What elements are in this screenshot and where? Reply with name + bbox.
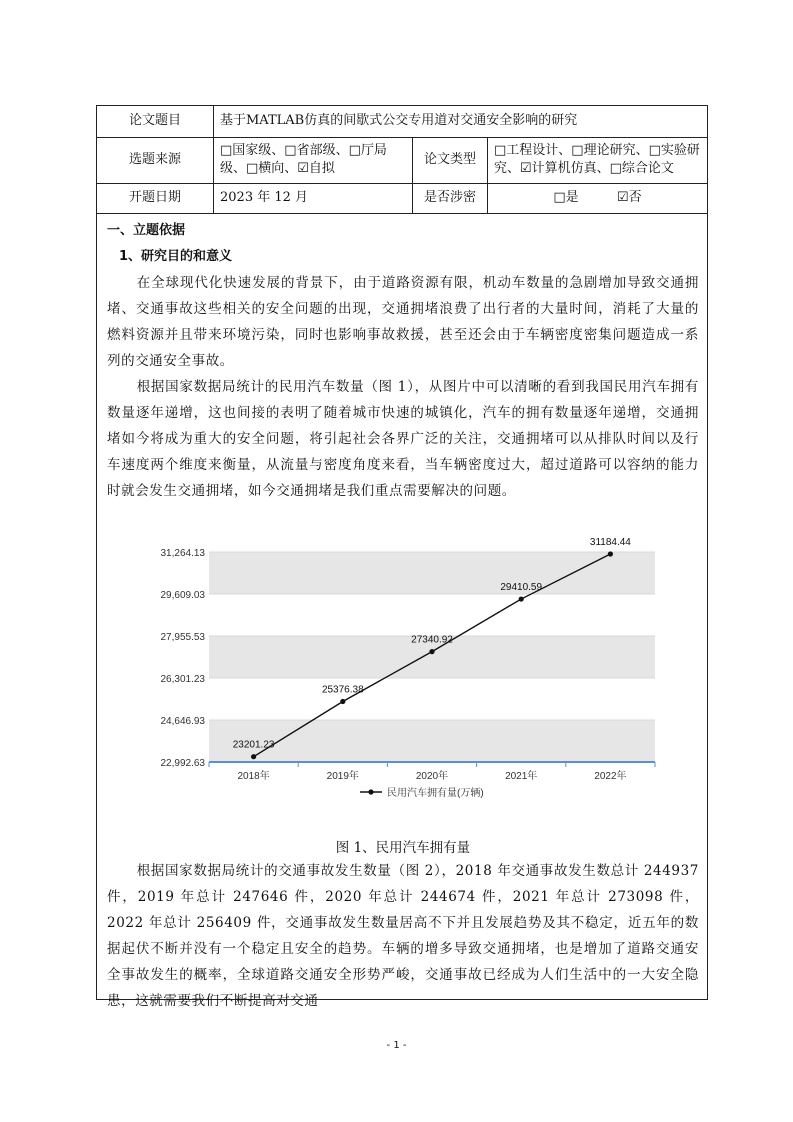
x-tick-label: 2019年	[326, 771, 359, 782]
paragraph-3: 根据国家数据局统计的交通事故发生数量（图 2），2018 年交通事故发生数总计 244937 件，2019 年总计 247646 件，2020 年总计 244674 件，2021 年总计 273098 件，2022 年总计 256409 件，交通事故发生数量居高不下并且发展趋势及其不稳定，近五年的数据起伏不断并没有一个稳定且安全的趋势。车辆的增多导致交通拥堵，也是增加了道路交通安全事故发生的概率，全球道路交通安全形势严峻，交通事故已经成为人们生活中的一大安全隐患，这就需要我们不断提高对交通	[107, 863, 699, 1009]
secret-label: 是否涉密	[413, 183, 488, 213]
plot-band	[209, 552, 655, 594]
title-value: 基于MATLAB仿真的间歇式公交专用道对交通安全影响的研究	[214, 106, 708, 137]
paragraph-1: 在全球现代化快速发展的背景下，由于道路资源有限，机动车数量的急剧增加导致交通拥堵、交通事故这些相关的安全问题的出现，交通拥堵浪费了出行者的大量时间，消耗了大量的燃料资源并且带来环境污染，同时也影响事故救援，甚至还会由于车辆密度密集问题造成一系列的交通安全事故。	[107, 275, 699, 369]
section-heading: 一、立题依据	[107, 223, 186, 238]
source-label: 选题来源	[97, 137, 214, 183]
title-label: 论文题目	[97, 106, 214, 137]
y-tick-label: 22,992.63	[160, 758, 205, 769]
vehicle-ownership-chart	[145, 524, 685, 824]
data-label: 29410.59	[500, 582, 543, 594]
data-point	[340, 699, 345, 704]
x-tick-label: 2020年	[415, 771, 449, 782]
y-tick-label: 29,609.03	[160, 590, 205, 602]
secret-no: ☑否	[616, 190, 642, 205]
page-number: - 1 -	[386, 1040, 407, 1051]
data-label: 23201.23	[232, 739, 275, 751]
x-tick-label: 2022年	[594, 771, 627, 782]
plot-band	[209, 594, 655, 636]
legend-marker	[368, 789, 373, 794]
info-table	[97, 106, 707, 214]
date-value: 2023 年 12 月	[214, 183, 413, 213]
date-label: 开题日期	[97, 183, 214, 213]
y-tick-label: 27,955.53	[160, 632, 205, 643]
data-point	[429, 649, 434, 654]
type-label: 论文类型	[413, 137, 488, 183]
secret-yes: □是	[553, 190, 579, 205]
legend-label: 民用汽车拥有量(万辆)	[387, 788, 484, 799]
y-tick-label: 31,264.13	[160, 548, 205, 559]
paragraph-2: 根据国家数据局统计的民用汽车数量（图 1），从图片中可以清晰的看到我国民用汽车拥有数量逐年递增，这也间接的表明了随着城市快速的城镇化，汽车的拥有数量逐年递增，交通拥堵如今将成为重大的安全问题，将引起社会各界广泛的关注，交通拥堵可以从排队时间以及行车速度两个维度来衡量，从流量与密度角度来看，当车辆密度过大，超过道路可以容纳的能力时就会发生交通拥堵，如今交通拥堵是我们重点需要解决的问题。	[107, 379, 699, 499]
data-label: 27340.92	[411, 634, 453, 646]
section-body	[107, 218, 699, 504]
x-tick-label: 2018年	[237, 771, 270, 782]
source-value: □国家级、□省部级、□厅局级、□横向、☑自拟	[214, 137, 413, 183]
data-point	[519, 596, 524, 601]
data-point	[608, 551, 613, 556]
data-label: 25376.38	[321, 684, 364, 696]
paragraph-3-block	[107, 858, 699, 1014]
type-value: □工程设计、□理论研究、□实验研究、☑计算机仿真、□综合论文	[488, 137, 708, 183]
plot-band	[209, 678, 655, 720]
subsection-heading: 1、研究目的和意义	[119, 249, 233, 264]
y-tick-label: 26,301.23	[160, 674, 205, 685]
y-tick-label: 24,646.93	[160, 716, 205, 727]
plot-band	[209, 720, 655, 762]
data-label: 31184.44	[589, 537, 631, 549]
data-point	[251, 754, 256, 759]
document-frame	[96, 105, 708, 1009]
secret-value	[488, 183, 708, 213]
x-tick-label: 2021年	[505, 771, 538, 782]
figure-caption: 图 1、民用汽车拥有量	[335, 840, 471, 856]
